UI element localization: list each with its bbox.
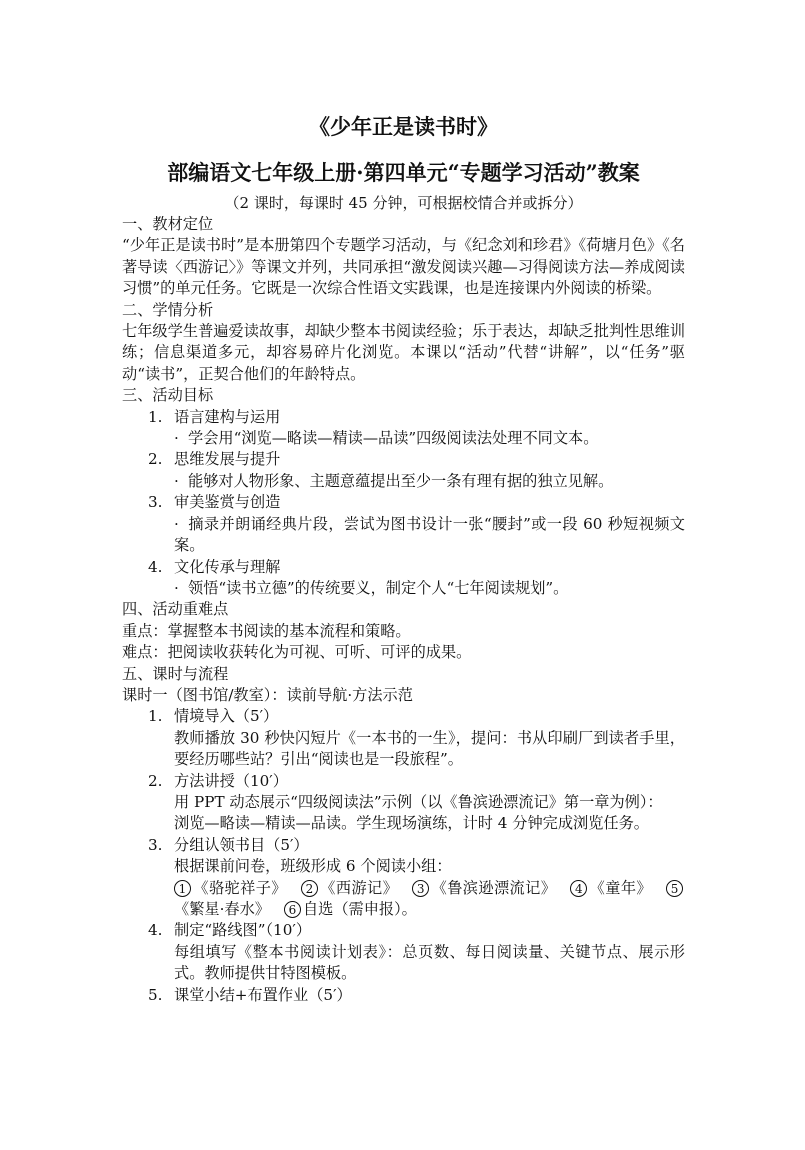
book-title: 《鲁滨逊漂流记》 (431, 878, 557, 897)
step-item (122, 771, 685, 792)
section-heading: 四、活动重难点 (122, 600, 229, 619)
step-number: 1. (148, 707, 163, 726)
step-number: 5. (148, 985, 163, 1004)
key-point: 重点：掌握整本书阅读的基本流程和策略。 (122, 621, 411, 640)
document-body (122, 214, 685, 1006)
book-title: 《西游记》 (319, 878, 399, 897)
section-heading: 三、活动目标 (122, 386, 214, 405)
goal-number: 2. (148, 450, 163, 469)
step-label: 课堂小结+布置作业（5′） (174, 985, 352, 1004)
bullet-mark: · (174, 429, 179, 448)
goal-detail (122, 578, 685, 599)
lesson-heading: 课时一（图书馆/教室）：读前导航·方法示范 (122, 685, 413, 704)
lesson-note: （2 课时，每课时 45 分钟，可根据校情合并或拆分） (224, 194, 583, 212)
circled-number: 2 (301, 880, 318, 897)
goal-item (122, 449, 685, 470)
goal-label: 文化传承与理解 (174, 557, 281, 576)
step-item (122, 985, 685, 1006)
book-list (122, 878, 685, 921)
step-number: 2. (148, 771, 163, 790)
step-label: 分组认领书目（5′） (174, 835, 309, 854)
step-detail: 根据课前问卷，班级形成 6 个阅读小组： (174, 857, 452, 876)
goal-label: 语言建构与运用 (174, 407, 281, 426)
goal-detail (122, 471, 685, 492)
book-title: 自选（需申报）。 (302, 900, 417, 918)
step-item (122, 835, 685, 856)
circled-number: 6 (284, 901, 301, 918)
goal-detail-text: 摘录并朗诵经典片段，尝试为图书设计一张“腰封”或一段 60 秒短视频文案。 (174, 514, 685, 555)
goal-number: 3. (148, 493, 163, 512)
step-label: 情境导入（5′） (174, 707, 279, 726)
circled-number: 5 (666, 880, 683, 897)
book-title: 《童年》 (589, 878, 653, 897)
goal-item (122, 407, 685, 428)
step-label: 方法讲授（10′） (174, 771, 288, 790)
step-label: 制定“路线图”（10′） (174, 921, 312, 940)
section-heading: 二、学情分析 (122, 300, 214, 319)
step-detail: 每组填写《整本书阅读计划表》：总页数、每日阅读量、关键节点、展示形式。教师提供甘特图模板。 (174, 942, 685, 983)
step-number: 3. (148, 835, 163, 854)
section-heading: 五、课时与流程 (122, 664, 229, 683)
section-heading: 一、教材定位 (122, 215, 214, 233)
bullet-mark: · (174, 514, 179, 533)
book-title: 《繁星·春水》 (174, 900, 270, 918)
step-item (122, 706, 685, 727)
circled-number: 1 (174, 880, 191, 897)
bullet-mark: · (174, 471, 179, 490)
goal-detail (122, 428, 685, 449)
goal-label: 思维发展与提升 (174, 450, 281, 469)
document-subtitle: 部编语文七年级上册·第四单元“专题学习活动”教案 (167, 160, 640, 185)
goal-number: 1. (148, 407, 163, 426)
goal-item (122, 492, 685, 513)
goal-detail-text: 领悟“读书立德”的传统要义，制定个人“七年阅读规划”。 (188, 578, 569, 597)
goal-number: 4. (148, 557, 163, 576)
goal-detail-text: 能够对人物形象、主题意蕴提出至少一条有理有据的独立见解。 (188, 471, 614, 490)
step-detail: 浏览—略读—精读—品读。学生现场演练，计时 4 分钟完成浏览任务。 (174, 814, 649, 833)
book-title: 《骆驼祥子》 (193, 878, 287, 897)
step-item (122, 920, 685, 941)
goal-detail (122, 514, 685, 557)
section-paragraph: “少年正是读书时”是本册第四个专题学习活动，与《纪念刘和珍君》《荷塘月色》《名著导读〈西游记〉》等课文并列，共同承担“激发阅读兴趣—习得阅读方法—养成阅读习惯”的单元任务。它既是一次综合性语文实践课，也是连接课内外阅读的桥梁。 (122, 236, 685, 298)
goal-item (122, 557, 685, 578)
step-number: 4. (148, 921, 163, 940)
goal-label: 审美鉴赏与创造 (174, 493, 281, 512)
document-title: 《少年正是读书时》 (309, 114, 498, 139)
circled-number: 4 (570, 880, 587, 897)
section-paragraph: 七年级学生普遍爱读故事，却缺少整本书阅读经验；乐于表达，却缺乏批判性思维训练；信息渠道多元，却容易碎片化浏览。本课以“活动”代替“讲解”，以“任务”驱动“读书”，正契合他们的年龄特点。 (122, 322, 685, 383)
difficult-point: 难点：把阅读收获转化为可视、可听、可评的成果。 (122, 643, 472, 662)
circled-number: 3 (412, 880, 429, 897)
goal-detail-text: 学会用“浏览—略读—精读—品读”四级阅读法处理不同文本。 (188, 429, 599, 448)
step-detail: 教师播放 30 秒快闪短片《一本书的一生》，提问：书从印刷厂到读者手里，要经历哪些站？引出“阅读也是一段旅程”。 (174, 728, 685, 769)
step-detail: 用 PPT 动态展示“四级阅读法”示例（以《鲁滨逊漂流记》第一章为例）： (174, 792, 663, 811)
bullet-mark: · (174, 578, 179, 597)
